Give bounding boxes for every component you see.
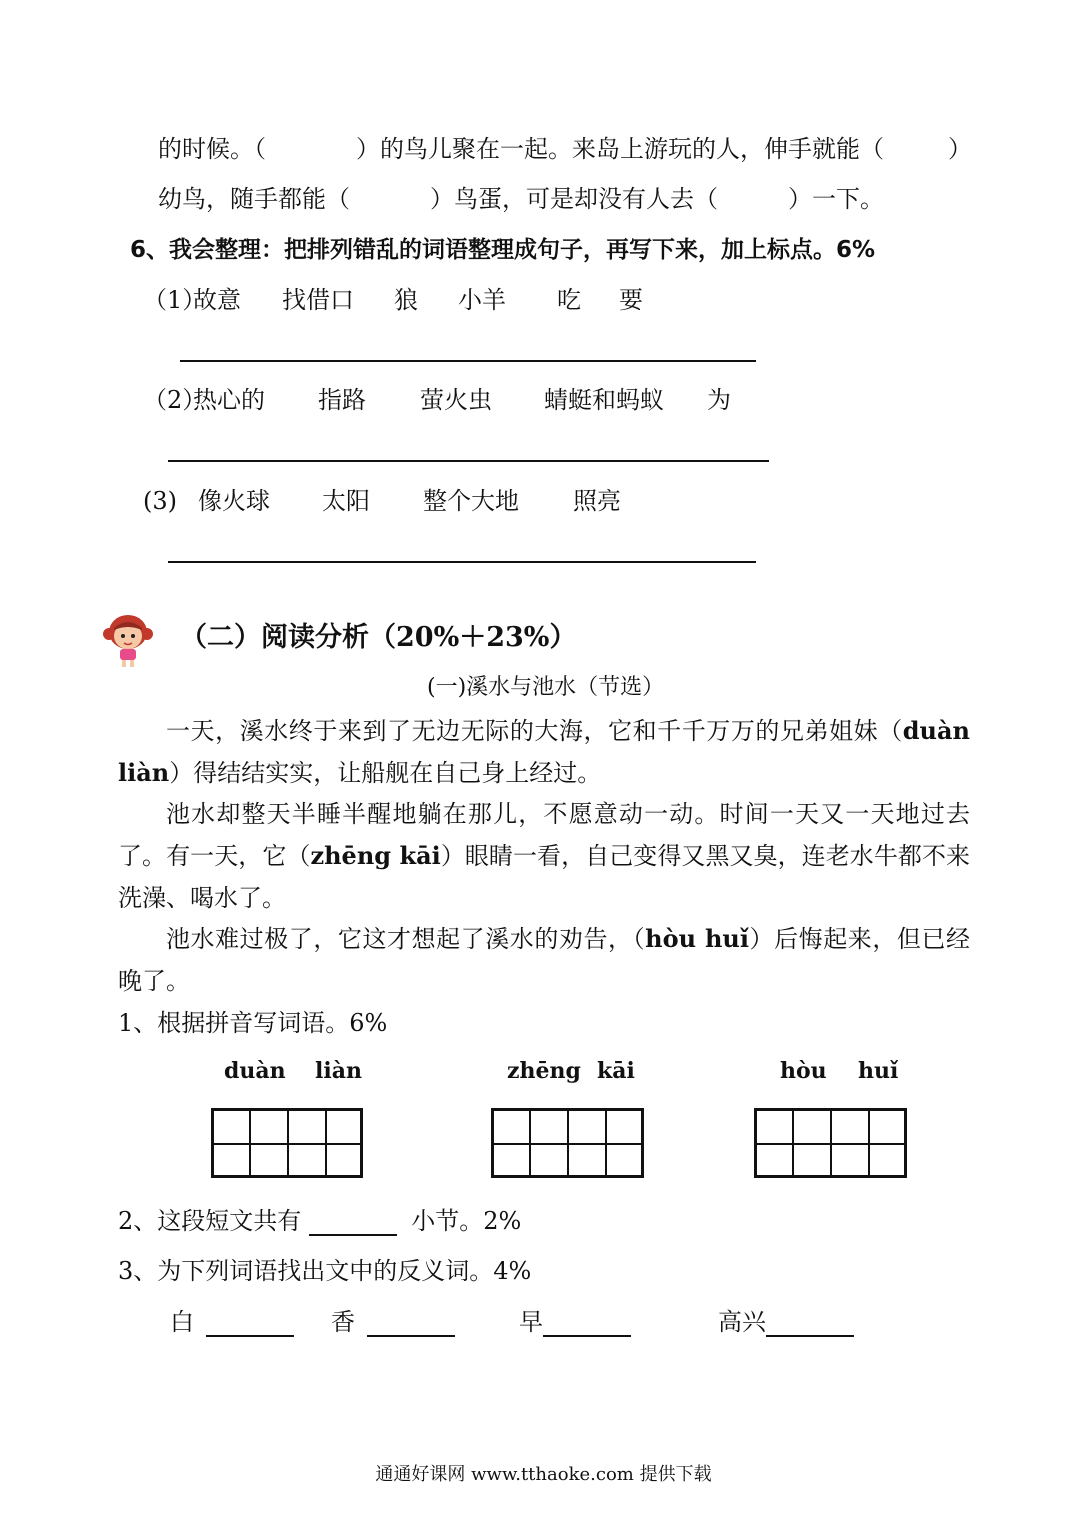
q6-item-1-number: （1） xyxy=(143,286,207,314)
word: 热心的 xyxy=(193,386,265,414)
passage-subtitle: (一)溪水与池水（节选） xyxy=(427,675,665,700)
word: 像火球 xyxy=(198,487,270,515)
word: 指路 xyxy=(318,386,366,414)
antonym-item: 白 xyxy=(170,1307,294,1337)
passage-paragraph-2: 池水却整天半睡半醒地躺在那儿，不愿意动一动。时间一天又一天地过去了。有一天，它（zhēng kāi）眼睛一看，自己变得又黑又臭，连老水牛都不来洗澡、喝水了。 xyxy=(118,800,971,912)
pinyin: duàn xyxy=(224,1058,286,1084)
section-2-heading: （二）阅读分析（20%＋23%） xyxy=(180,622,577,653)
pinyin: liàn xyxy=(315,1058,362,1084)
word: 找借口 xyxy=(282,286,354,314)
word: 蜻蜓和蚂蚁 xyxy=(544,386,664,414)
q1-title: 1、根据拼音写词语。6% xyxy=(118,1009,388,1037)
word: 整个大地 xyxy=(423,487,519,515)
pinyin: kāi xyxy=(597,1058,635,1084)
word: 照亮 xyxy=(573,487,621,515)
q3-title: 3、为下列词语找出文中的反义词。4% xyxy=(118,1257,532,1285)
passage-line-2: 幼鸟，随手都能（ ）鸟蛋，可是却没有人去（ ）一下。 xyxy=(158,185,884,213)
page-footer: 通通好课网 www.tthaoke.com 提供下载 xyxy=(375,1464,712,1485)
q6-title: 6、我会整理：把排列错乱的词语整理成句子，再写下来，加上标点。6% xyxy=(130,237,876,263)
passage-paragraph-1: 一天，溪水终于来到了无边无际的大海，它和千千万万的兄弟姐妹（duàn liàn）得结结实实，让船舰在自己身上经过。 xyxy=(118,716,970,787)
passage-line-1: 的时候。（ ）的鸟儿聚在一起。来岛上游玩的人，伸手就能（ ） xyxy=(158,135,972,163)
answer-blank[interactable] xyxy=(766,1311,854,1337)
q6-item-3-number: (3) xyxy=(143,487,177,515)
tianzige-grid-3[interactable] xyxy=(754,1108,907,1178)
answer-blank[interactable] xyxy=(309,1210,397,1236)
antonym-item: 香 xyxy=(331,1307,455,1337)
word: 萤火虫 xyxy=(420,386,492,414)
pinyin: zhēng xyxy=(507,1058,581,1084)
girl-mascot-icon xyxy=(98,612,158,668)
answer-blank[interactable] xyxy=(543,1311,631,1337)
tianzige-grid-1[interactable] xyxy=(211,1108,363,1178)
passage-paragraph-3: 池水难过极了，它这才想起了溪水的劝告，（hòu huǐ）后悔起来，但已经晚了。 xyxy=(118,924,971,995)
word: 吃 xyxy=(557,286,581,314)
word: 小羊 xyxy=(458,286,506,314)
answer-blank[interactable] xyxy=(206,1311,294,1337)
tianzige-grid-2[interactable] xyxy=(491,1108,644,1178)
answer-line-1[interactable] xyxy=(180,360,756,362)
word: 太阳 xyxy=(322,487,370,515)
word: 狼 xyxy=(394,286,418,314)
q2-line: 2、这段短文共有 小节。2% xyxy=(118,1207,522,1235)
q6-item-2-number: （2） xyxy=(143,386,207,414)
pinyin: huǐ xyxy=(858,1058,899,1084)
pinyin: hòu xyxy=(780,1058,827,1084)
answer-line-3[interactable] xyxy=(168,561,756,563)
answer-line-2[interactable] xyxy=(168,460,769,462)
answer-blank[interactable] xyxy=(367,1311,455,1337)
antonym-item: 高兴 xyxy=(718,1307,854,1337)
word: 为 xyxy=(707,386,731,414)
antonym-item: 早 xyxy=(519,1307,631,1337)
word: 故意 xyxy=(193,286,241,314)
word: 要 xyxy=(619,286,643,314)
